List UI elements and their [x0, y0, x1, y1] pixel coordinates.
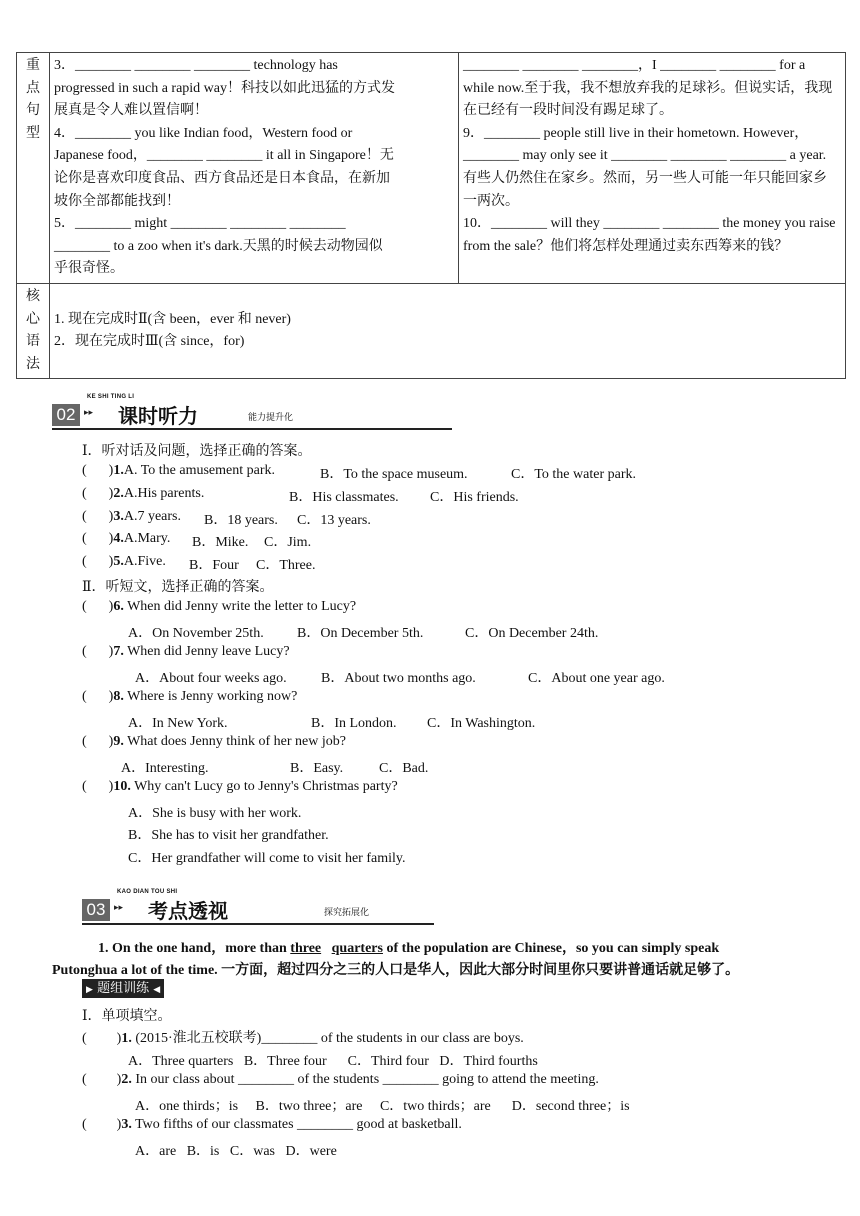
exercise-3-options: A．are B．is C．was D．were [135, 1144, 337, 1159]
q4-opt-c: C．Jim. [264, 535, 312, 550]
key-sentences-table [16, 52, 846, 379]
underlined-word: quarters [331, 941, 383, 956]
q6-opt-a: A．On November 25th. [128, 626, 264, 641]
key-point-1-line2: Putonghua a lot of the time. 一方面，超过四分之三的人口是华人，因此大部分时间里你只要讲普通话就足够了。 [52, 963, 740, 978]
q3-opt-c: C．13 years. [297, 513, 371, 528]
question-5: ( )5.A.Five. [82, 554, 166, 569]
grammar-cell [50, 283, 846, 378]
q1-opt-b: B．To the space museum. [320, 467, 468, 482]
line: 3．________ ________ ________ technology has [54, 58, 338, 73]
q-text: What does Jenny think of her new job? [127, 734, 346, 749]
label-text: 重点句型 [26, 58, 40, 141]
line: 展真是令人难以置信啊！ [54, 103, 208, 119]
q-num: 1. [113, 463, 124, 478]
line: Japanese food，________ ________ it all in Singapore！无 [54, 148, 394, 164]
q-num: 10. [113, 779, 131, 794]
line: 坡你全部都能找到！ [54, 193, 180, 209]
double-arrow-icon: ▸▸ [114, 903, 124, 913]
q5-opt-b: B．Four [189, 558, 239, 573]
line: ________ to a zoo when it's dark.天黑的时候去动物园似 [54, 238, 383, 254]
q-opt-a: A.7 years. [123, 509, 181, 524]
q-opt-a: A.His parents. [123, 486, 205, 501]
q-num: 1. [121, 1031, 132, 1046]
underlined-word: three [290, 941, 322, 956]
q-num: 3. [113, 509, 124, 524]
line: 9．________ people still live in their hometown. However， [463, 125, 809, 141]
q-text: Where is Jenny working now? [127, 689, 298, 704]
question-2: ( )2.A.His parents. [82, 486, 205, 501]
right-cell [459, 53, 846, 284]
key-point-1 [98, 937, 719, 957]
section-number: 03 [82, 899, 110, 921]
line: 有些人仍然住在家乡。然而，另一些人可能一年只能回家乡 [463, 170, 827, 186]
q2-opt-c: C．His friends. [430, 490, 519, 505]
part-heading: Ⅰ．听对话及问题，选择正确的答案。 [82, 444, 312, 459]
q-opt-a: A. To the amusement park. [123, 463, 276, 478]
q5-opt-c: C．Three. [256, 558, 316, 573]
question-6: ( )6. When did Jenny write the letter to Lucy? [82, 599, 357, 614]
section-subtitle: 探究拓展化 [324, 908, 370, 918]
exercise-1: ( )1. (2015·淮北五校联考)________ of the students in our class are boys. [82, 1031, 524, 1046]
q1-opt-c: C．To the water park. [511, 467, 636, 482]
exercise-1-options: A．Three quarters B．Three four C．Third four D．Third fourths [128, 1054, 538, 1069]
section-header-listening [52, 394, 452, 430]
row-label-core-grammar [17, 283, 50, 378]
q8-opt-c: C．In Washington. [427, 716, 536, 731]
section-underline [52, 428, 452, 430]
q-num: 5. [113, 554, 124, 569]
line: ________ may only see it ________ ________ ________ a year. [463, 148, 827, 164]
text: 1. On the one hand，more than [98, 941, 291, 956]
q10-opt-a: A．She is busy with her work. [128, 806, 302, 821]
section-title: 课时听力 [118, 404, 198, 428]
q-num: 3. [121, 1117, 132, 1132]
q-opt-a: A.Mary. [123, 531, 171, 546]
question-4: ( )4.A.Mary. [82, 531, 171, 546]
q7-opt-a: A．About four weeks ago. [135, 671, 287, 686]
exercise-badge [82, 979, 164, 998]
q9-opt-c: C．Bad. [379, 761, 429, 776]
line: 10．________ will they ________ ________ the money you raise [463, 216, 836, 232]
badge-label: 题组训练 [97, 981, 150, 996]
question-10: ( )10. Why can't Lucy go to Jenny's Christmas party? [82, 779, 398, 794]
line: 乎很奇怪。 [54, 261, 124, 277]
q-opt-a: A.Five. [123, 554, 166, 569]
section-number: 02 [52, 404, 80, 426]
q10-opt-b: B．She has to visit her grandfather. [128, 828, 329, 843]
question-3: ( )3.A.7 years. [82, 509, 181, 524]
q-num: 8. [113, 689, 124, 704]
text: of the population are Chinese，so you can simply speak [382, 941, 720, 956]
q4-opt-b: B．Mike. [192, 535, 249, 550]
q-text: In our class about ________ of the students ________ going to attend the meeting. [135, 1072, 599, 1087]
q7-opt-c: C．About one year ago. [528, 671, 665, 686]
triangle-left-icon: ◀ [153, 985, 161, 995]
q2-opt-b: B．His classmates. [289, 490, 399, 505]
q-text: When did Jenny leave Lucy? [127, 644, 290, 659]
line: progressed in such a rapid way！科技以如此迅猛的方式发 [54, 80, 396, 96]
line: 论你是喜欢印度食品、西方食品还是日本食品，在新加 [54, 170, 390, 186]
section-pinyin: KE SHI TING LI [87, 394, 135, 400]
q-num: 9. [113, 734, 124, 749]
grammar-line-2: 2．现在完成时Ⅲ(含 since，for) [54, 334, 245, 350]
question-1: ( )1.A. To the amusement park. [82, 463, 276, 478]
part-heading: Ⅱ．听短文，选择正确的答案。 [82, 580, 274, 595]
q8-opt-b: B．In London. [311, 716, 397, 731]
exercise-2: ( )2. In our class about ________ of the students ________ going to attend the meeting. [82, 1072, 599, 1087]
part-heading: Ⅰ．单项填空。 [82, 1009, 172, 1024]
q6-opt-c: C．On December 24th. [465, 626, 599, 641]
q3-opt-b: B．18 years. [204, 513, 278, 528]
section-header-key-points [82, 889, 434, 925]
q9-opt-a: A．Interesting. [121, 761, 209, 776]
line: while now.至于我，我不想放弃我的足球衫。但说实话，我现 [463, 80, 833, 96]
section-title: 考点透视 [148, 899, 228, 923]
q9-opt-b: B．Easy. [290, 761, 344, 776]
question-8: ( )8. Where is Jenny working now? [82, 689, 298, 704]
line: 在已经有一段时间没有踢足球了。 [463, 103, 673, 119]
line: 5．________ might ________ ________ ________ [54, 216, 346, 232]
q-text: (2015·淮北五校联考)________ of the students in our class are boys. [135, 1031, 524, 1046]
q6-opt-b: B．On December 5th. [297, 626, 424, 641]
q-text: Two fifths of our classmates ________ good at basketball. [135, 1117, 462, 1132]
triangle-right-icon: ▶ [86, 985, 93, 995]
q-text: When did Jenny write the letter to Lucy? [127, 599, 357, 614]
line: ________ ________ ________，I ________ ________ for a [463, 58, 806, 73]
grammar-line-1: 1. 现在完成时Ⅱ(含 been，ever 和 never) [54, 311, 291, 327]
q-num: 2. [113, 486, 124, 501]
line: 4．________ you like Indian food，Western food or [54, 125, 353, 141]
label-text: 核心语法 [26, 288, 40, 372]
q8-opt-a: A．In New York. [128, 716, 228, 731]
q-num: 7. [113, 644, 124, 659]
question-7: ( )7. When did Jenny leave Lucy? [82, 644, 290, 659]
q10-opt-c: C．Her grandfather will come to visit her family. [128, 851, 406, 866]
q-text: Why can't Lucy go to Jenny's Christmas party? [134, 779, 398, 794]
left-cell [50, 53, 459, 284]
q-num: 2. [121, 1072, 132, 1087]
question-9: ( )9. What does Jenny think of her new job? [82, 734, 346, 749]
section-underline [82, 923, 434, 925]
row-label-key-sentences [17, 53, 50, 284]
line: 一两次。 [463, 193, 519, 209]
exercise-2-options: A．one thirds；is B．two three；are C．two thirds；are D．second three；is [135, 1099, 630, 1114]
double-arrow-icon: ▸▸ [84, 408, 94, 418]
exercise-3: ( )3. Two fifths of our classmates ________ good at basketball. [82, 1117, 462, 1132]
section-subtitle: 能力提升化 [248, 413, 294, 423]
q-num: 4. [113, 531, 124, 546]
section-pinyin: KAO DIAN TOU SHI [117, 889, 178, 895]
line: from the sale？他们将怎样处理通过卖东西筹来的钱？ [463, 238, 789, 254]
q-num: 6. [113, 599, 124, 614]
q7-opt-b: B．About two months ago. [321, 671, 476, 686]
